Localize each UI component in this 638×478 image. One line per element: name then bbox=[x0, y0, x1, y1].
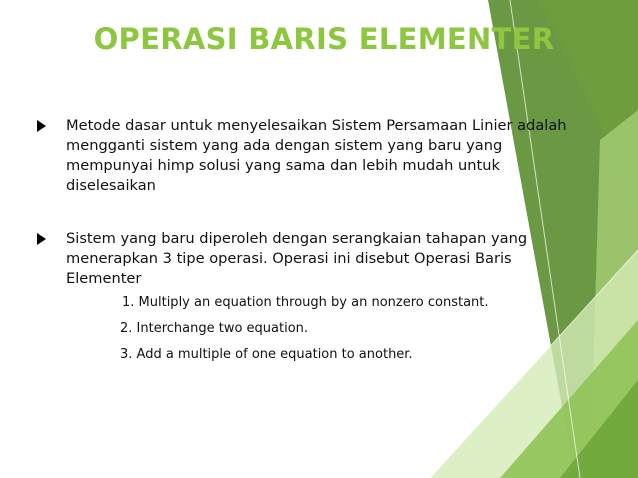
bullet-arrow-icon bbox=[37, 233, 46, 245]
operation-item-1: 1. Multiply an equation through by an nonzero constant. bbox=[122, 295, 489, 310]
operation-item-3: 3. Add a multiple of one equation to another. bbox=[120, 347, 413, 362]
bullet-text-2: Sistem yang baru diperoleh dengan serangkaian tahapan yang menerapkan 3 tipe operasi. Operasi ini disebut Operasi Baris Elementer bbox=[66, 230, 528, 287]
slide-title: OPERASI BARIS ELEMENTER bbox=[93, 22, 555, 56]
operation-item-2: 2. Interchange two equation. bbox=[120, 321, 309, 336]
bullet-item-2 bbox=[66, 229, 570, 289]
bullet-item-1 bbox=[66, 116, 570, 196]
bullet-text-1: Metode dasar untuk menyelesaikan Sistem Persamaan Linier adalah mengganti sistem yang ada dengan sistem yang baru yang mempunyai himp solusi yang sama dan lebih mudah untuk diselesaikan bbox=[66, 117, 567, 194]
bullet-arrow-icon bbox=[37, 120, 46, 132]
